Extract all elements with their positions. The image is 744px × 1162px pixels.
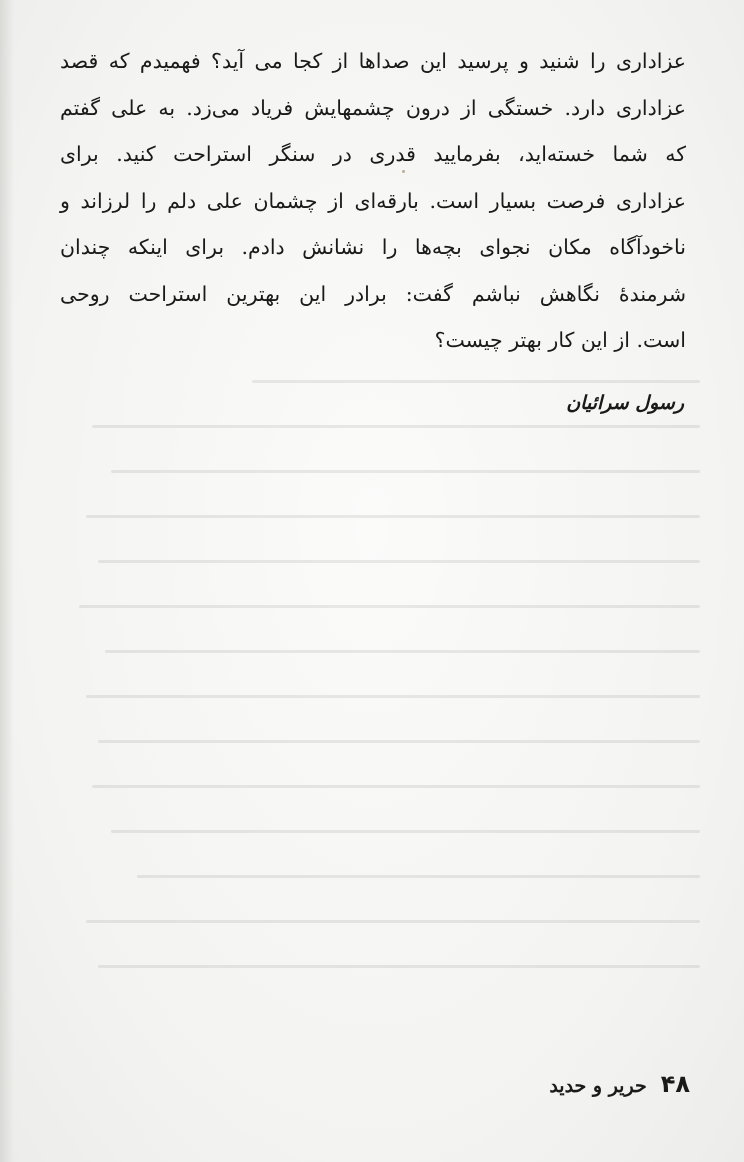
bleed-through-shadow	[60, 380, 700, 1080]
page-footer	[549, 1070, 690, 1098]
text-line: عزاداری دارد. خستگی از درون چشمهایش فریاد می‌زد. به علی گفتم	[60, 95, 686, 120]
body-paragraph	[60, 38, 686, 364]
author-name: رسول سرائیان	[566, 392, 684, 414]
page-binding-shadow	[0, 0, 14, 1162]
text-line: که شما خسته‌اید، بفرمایید قدری در سنگر استراحت کنید. برای	[60, 142, 686, 166]
text-line: ناخودآگاه مکان نجوای بچه‌ها را نشانش دادم. برای اینکه چندان	[60, 235, 686, 259]
book-title: حریر و حدید	[549, 1075, 647, 1097]
page-number: ۴۸	[660, 1070, 690, 1098]
text-line: شرمندهٔ نگاهش نباشم گفت: برادر این بهترین استراحت روحی	[60, 281, 686, 306]
text-line: عزاداری را شنید و پرسید این صداها از کجا می آید؟ فهمیدم که قصد	[60, 49, 686, 73]
text-line: عزاداری فرصت بسیار است. بارقه‌ای از چشمان علی دلم را لرزاند و	[60, 188, 686, 213]
text-line: است. از این کار بهتر چیست؟	[434, 328, 686, 352]
